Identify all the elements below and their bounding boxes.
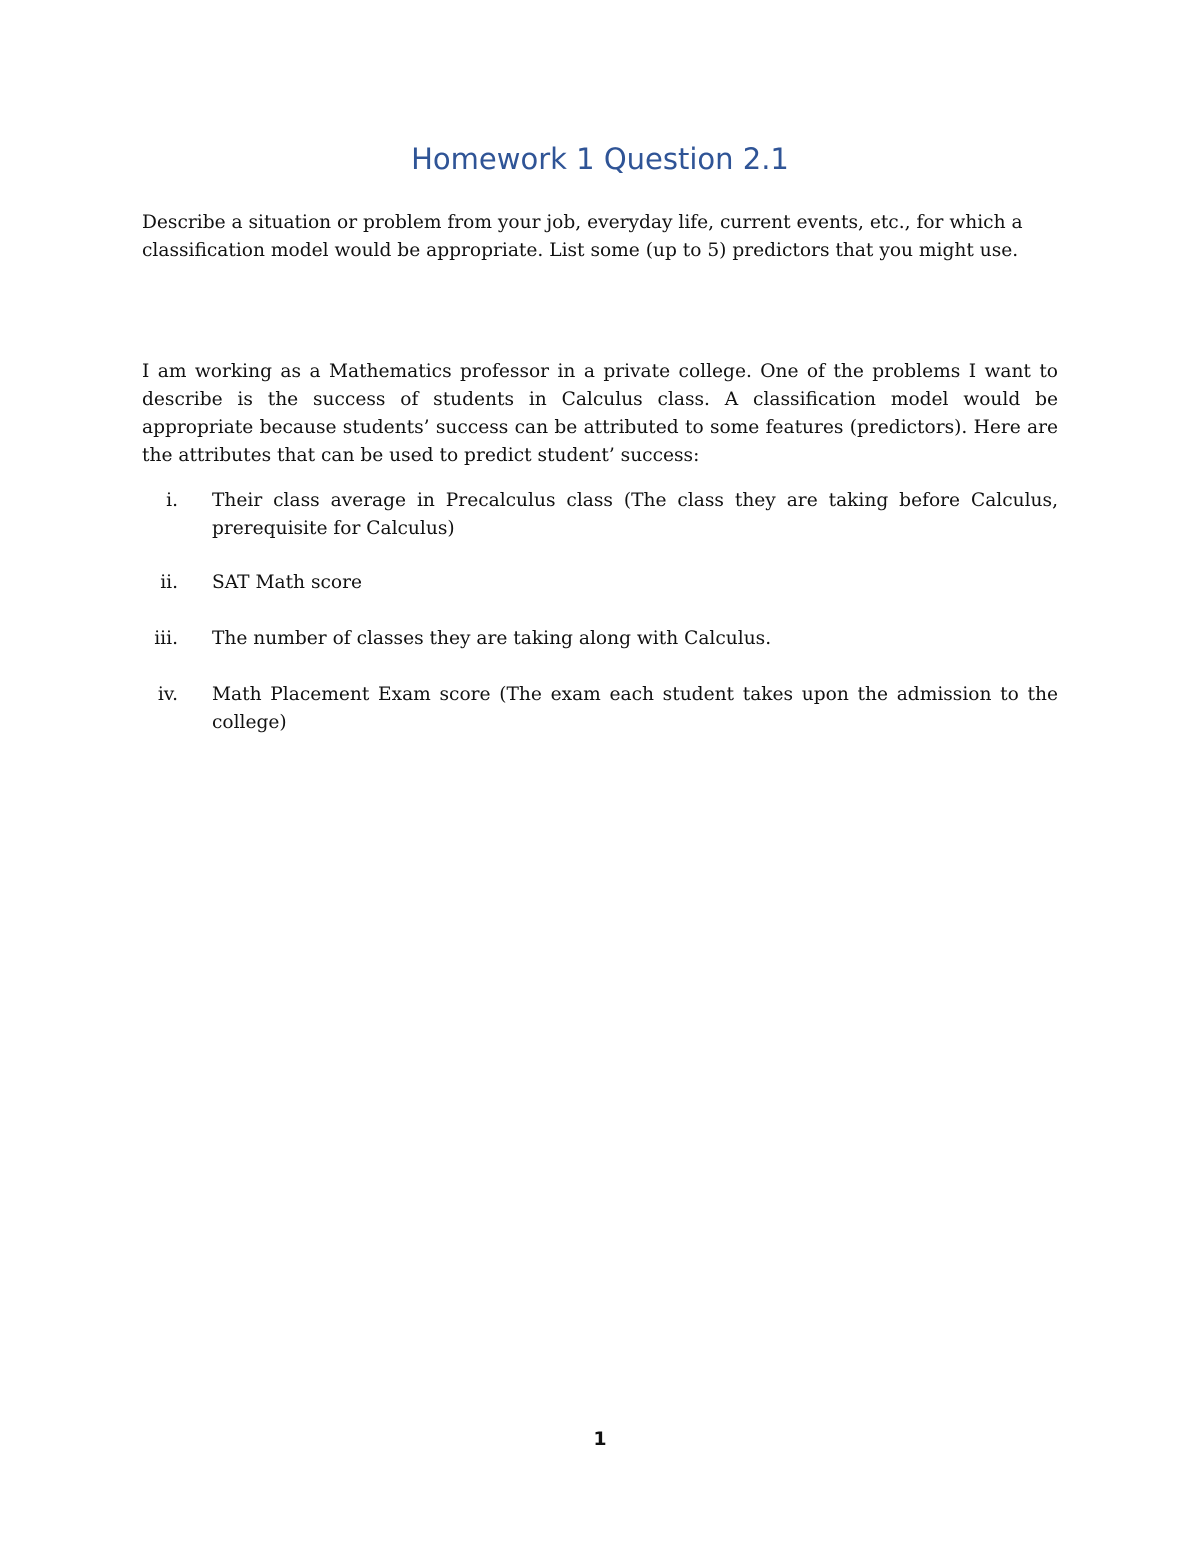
list-marker: ii. [160, 572, 178, 593]
list-marker: i. [166, 490, 178, 511]
list-item-text: Math Placement Exam score (The exam each student takes upon the admission to the college) [212, 684, 1058, 733]
answer-paragraph: I am working as a Mathematics professor in a private college. One of the problems I want to describe is the success of students in Calculus class. A classification model would be appropriate because students’ success can be attributed to some features (predictors). Here are the attributes that can be used to predict student’ success: [142, 361, 1058, 466]
document-title: Homework 1 Question 2.1 [411, 142, 789, 176]
list-item-text: SAT Math score [212, 572, 362, 593]
list-item-text: Their class average in Precalculus class (The class they are taking before Calculus, prerequisite for Calculus) [212, 490, 1058, 539]
question-prompt: Describe a situation or problem from your job, everyday life, current events, etc., for which a classification model would be appropriate. List some (up to 5) predictors that you might use. [142, 212, 1023, 261]
list-item-text: The number of classes they are taking along with Calculus. [212, 628, 772, 649]
page-number: 1 [593, 1428, 607, 1450]
list-marker: iii. [154, 628, 178, 649]
list-marker: iv. [157, 684, 178, 705]
